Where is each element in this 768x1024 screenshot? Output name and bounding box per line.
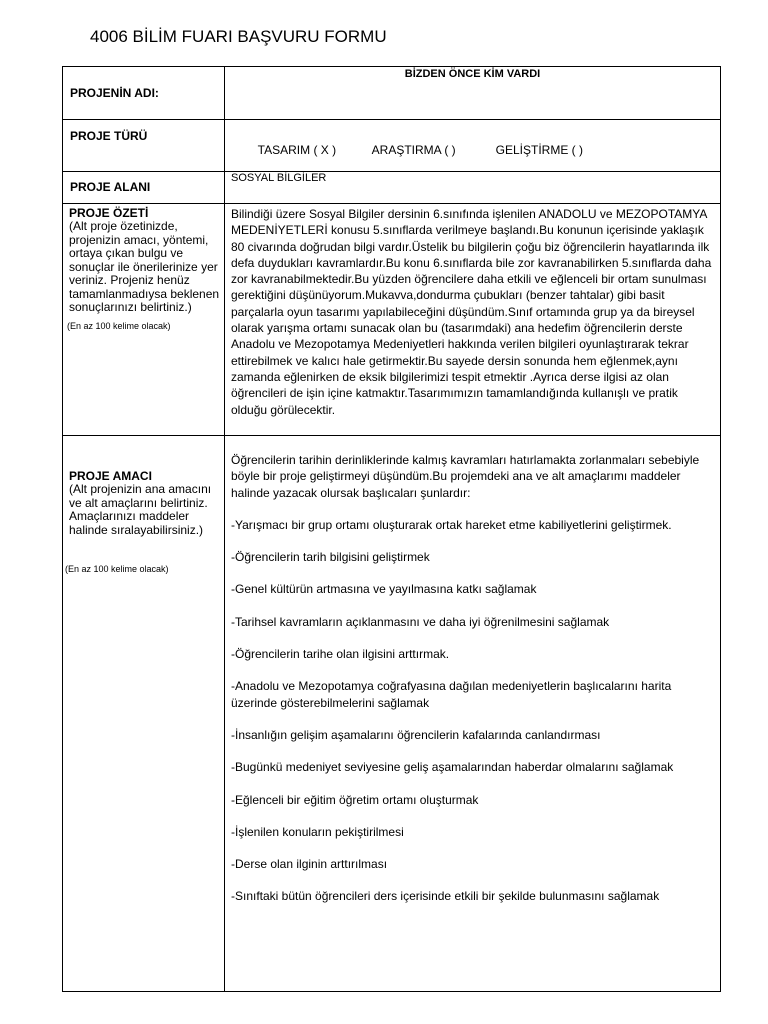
project-area-label: PROJE ALANI bbox=[70, 180, 151, 194]
purpose-item: -Yarışmacı bir grup ortamı oluşturarak ortak hareket etme kabiliyetlerini geliştirmek. bbox=[231, 517, 672, 532]
value-cell bbox=[225, 172, 721, 204]
purpose-item: -Anadolu ve Mezopotamya coğrafyasına dağılan medeniyetlerin başlıcalarını harita üzerinde gösterebilmelerini sağlamak bbox=[231, 679, 672, 710]
row-purpose bbox=[63, 436, 721, 992]
project-name-label: PROJENİN ADI: bbox=[70, 86, 159, 100]
purpose-item: -İnsanlığın gelişim aşamalarını öğrencilerin kafalarında canlandırması bbox=[231, 727, 601, 742]
row-project-area bbox=[63, 172, 721, 204]
purpose-label: PROJE AMACI bbox=[69, 469, 152, 483]
purpose-item: -Bugünkü medeniyet seviyesine geliş aşamalarından haberdar olmalarını sağlamak bbox=[231, 760, 674, 775]
label-cell bbox=[63, 436, 225, 992]
purpose-item: -Derse olan ilginin arttırılması bbox=[231, 857, 388, 872]
purpose-note: (En az 100 kelime olacak) bbox=[65, 564, 169, 574]
option-research[interactable]: ARAŞTIRMA ( ) bbox=[371, 143, 456, 157]
value-cell bbox=[225, 436, 721, 992]
purpose-item: -İşlenilen konuların pekiştirilmesi bbox=[231, 824, 404, 839]
purpose-paragraph: Öğrencilerin tarihin derinliklerinde kalmış kavramları hatırlamakta zorlanmaları sebebiyle böyle bir proje geliştirmeyi düşündüm.Bu projemdeki ana ve alt amaçlarımı maddeler halinde yazacak olursak başlıcaları şunlardır: bbox=[231, 453, 700, 500]
project-name-value: BİZDEN ÖNCE KİM VARDI bbox=[404, 68, 541, 80]
value-cell bbox=[225, 67, 721, 120]
purpose-item: -Eğlenceli bir eğitim öğretim ortamı oluşturmak bbox=[231, 792, 479, 807]
value-cell bbox=[225, 120, 721, 172]
label-cell bbox=[63, 172, 225, 204]
project-type-label: PROJE TÜRÜ bbox=[70, 129, 148, 143]
project-area-value: SOSYAL BİLGİLER bbox=[231, 172, 327, 184]
option-design[interactable]: TASARIM ( X ) bbox=[257, 143, 337, 157]
purpose-text bbox=[231, 452, 712, 905]
purpose-item: -Tarihsel kavramların açıklanmasını ve daha iyi öğrenilmesini sağlamak bbox=[231, 614, 610, 629]
label-cell bbox=[63, 204, 225, 436]
summary-note: (En az 100 kelime olacak) bbox=[67, 320, 171, 331]
label-cell bbox=[63, 67, 225, 120]
row-project-name bbox=[63, 67, 721, 120]
purpose-item: -Öğrencilerin tarih bilgisini geliştirmek bbox=[231, 550, 430, 565]
summary-text: Bilindiği üzere Sosyal Bilgiler dersinin 6.sınıfında işlenilen ANADOLU ve MEZOPOTAMYA MEDENİYETLERİ konusu 5.sınıflarda verilmeye başlandı.Bu konunun içerisinde yaklaşık 80 civarında doğrudan bilgi vardır.Üstelik bu bilgilerin çoğu biz öğrencilerin hayatlarında ilk defa duydukları kavramlardır.Bu konu 6.sınıflarda bile zor kavranabilirken 5.sınıflarda daha zor kavranabilmektedir.Bu yüzden öğrencilere daha etkili ve eğlenceli bir ortam sunulması gerektiğini düşünüyorum.Mukavva,dondurma çubukları (benzer tahtalar) gibi basit parçalarla oyun tasarımı yapılabileceğini düşündüm.Sınıf ortamında grup ya da bireysel olarak yarışma ortamı sunacak olan bu (tasarımdaki) ana hedefim öğrencilerin derste Anadolu ve Mezopotamya Medeniyetleri hakkında verilen bilgileri oyunlaştırarak tekrar ettirebilmek ve kalıcı hale getirmektir.Bu sayede dersin sonunda hem eğlenmek,aynı zamanda eğlenirken de eksik bilgilerimizi tespit etmektir .Ayrıca derse ilgisi az olan öğrencileri de işin içine katmaktır.Tasarımımızın tamamlandığında kullanışlı ve pratik olduğu görülecektir. bbox=[231, 207, 712, 417]
purpose-item: -Genel kültürün artmasına ve yayılmasına katkı sağlamak bbox=[231, 582, 537, 597]
application-form-table bbox=[62, 66, 721, 992]
summary-hint: (Alt proje özetinizde, projenizin amacı, yöntemi, ortaya çıkan bulgu ve sonuçlar ile önerilerinize yer veriniz. Projeniz henüz tamamlanmadıysa beklenen sonuçlarınızı belirtiniz.) bbox=[69, 219, 220, 314]
option-development[interactable]: GELİŞTİRME ( ) bbox=[495, 143, 584, 157]
label-cell bbox=[63, 120, 225, 172]
page-title: 4006 BİLİM FUARI BAŞVURU FORMU bbox=[90, 27, 387, 46]
row-project-type bbox=[63, 120, 721, 172]
purpose-item: -Sınıftaki bütün öğrencileri ders içerisinde etkili bir şekilde bulunmasını sağlamak bbox=[231, 889, 660, 904]
purpose-item: -Öğrencilerin tarihe olan ilgisini arttırmak. bbox=[231, 647, 450, 662]
purpose-hint: (Alt projenizin ana amacını ve alt amaçlarını belirtiniz. Amaçlarınızı maddeler halinde sıralayabilirsiniz.) bbox=[69, 482, 212, 537]
summary-label: PROJE ÖZETİ bbox=[69, 206, 149, 220]
row-summary bbox=[63, 204, 721, 436]
value-cell bbox=[225, 204, 721, 436]
